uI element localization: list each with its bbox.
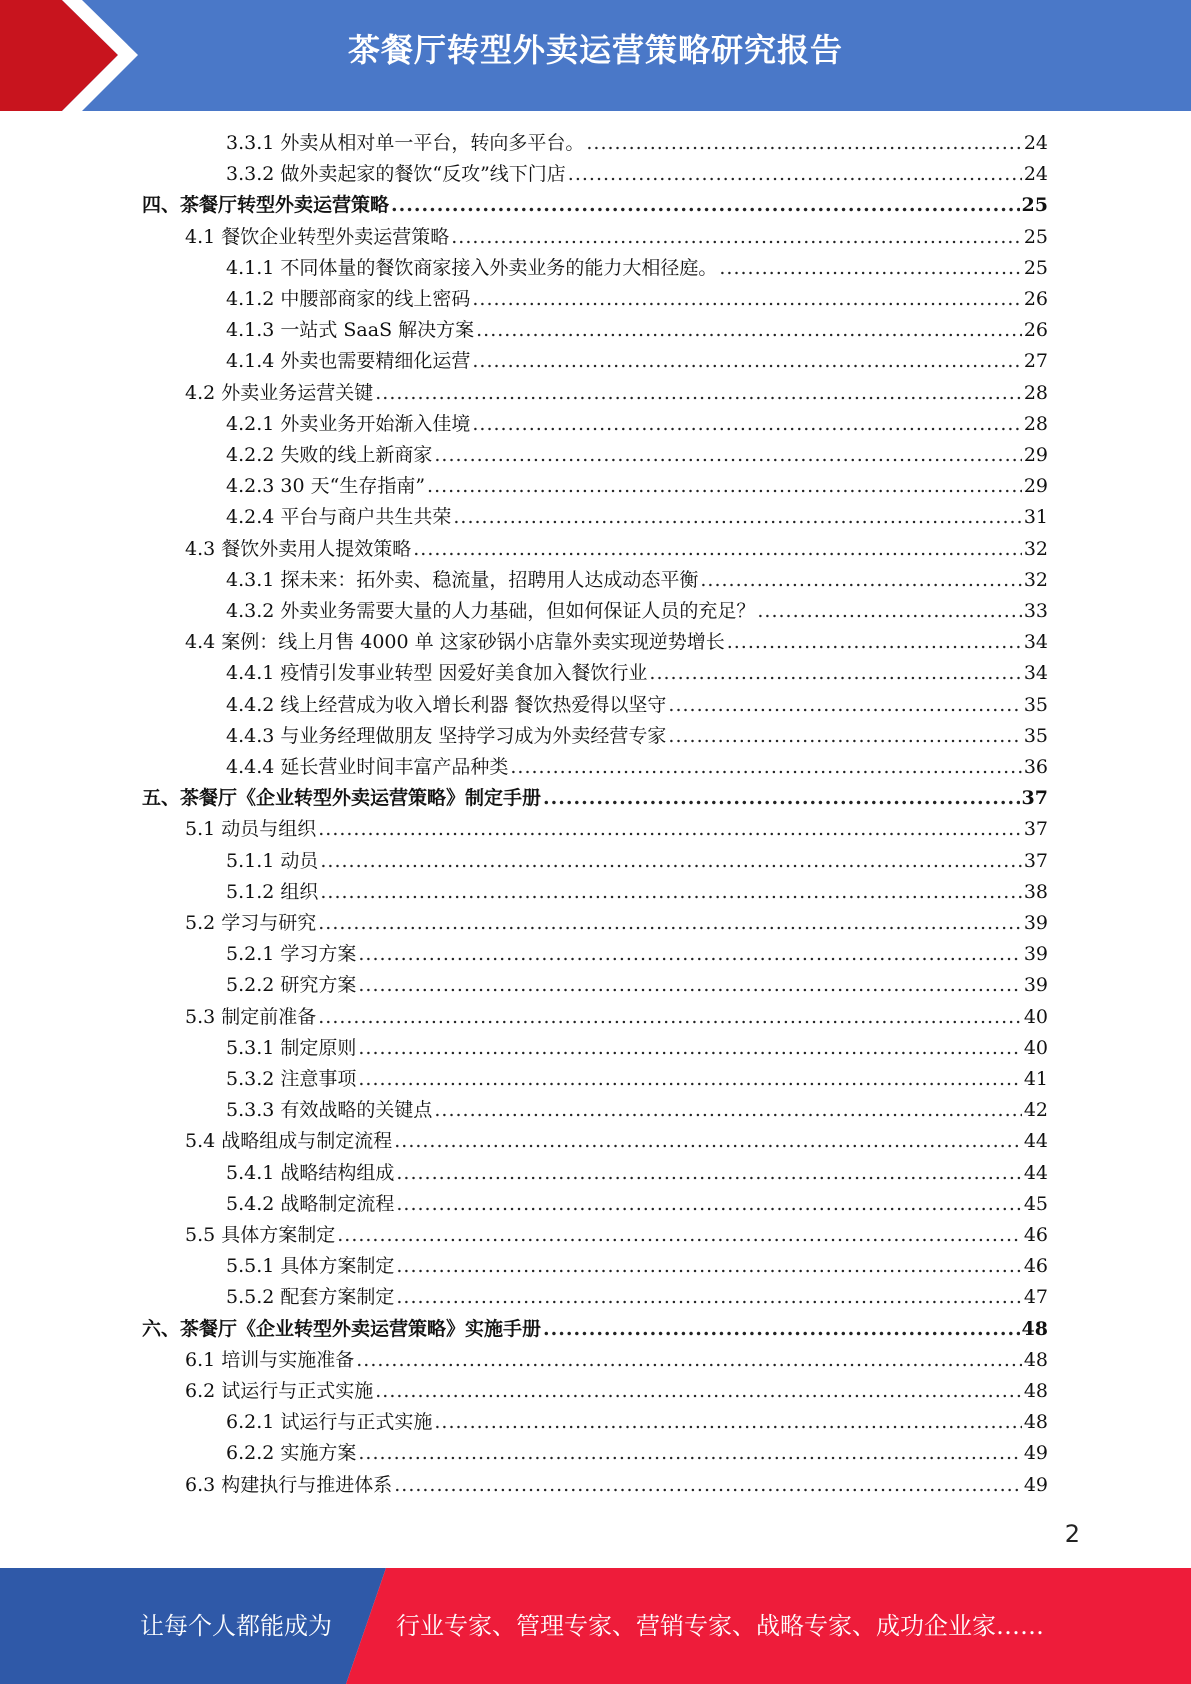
toc-entry-page: 39 <box>1023 974 1048 997</box>
toc-dot-leader <box>719 253 1021 284</box>
toc-entry[interactable] <box>226 1251 1048 1282</box>
toc-entry[interactable] <box>185 1002 1048 1033</box>
toc-entry-number: 4.3 <box>185 537 216 560</box>
toc-entry-page: 25 <box>1023 225 1048 248</box>
toc-entry-number: 6.1 <box>185 1348 216 1371</box>
toc-entry-title: 培训与实施准备 <box>221 1348 355 1371</box>
toc-entry-number: 6.2 <box>185 1380 216 1402</box>
toc-entry-title: 制定前准备 <box>221 1005 317 1028</box>
toc-entry-page: 28 <box>1023 381 1048 404</box>
toc-entry-page: 47 <box>1023 1286 1048 1309</box>
toc-entry-number: 4.1.4 <box>226 350 275 373</box>
toc-entry-title: 四、茶餐厅转型外卖运营策略 <box>142 194 390 217</box>
toc-entry-page: 48 <box>1023 1380 1048 1402</box>
toc-entry[interactable] <box>226 1095 1048 1126</box>
toc-entry-number: 5.4.1 <box>226 1161 275 1184</box>
toc-entry-title: 战略结构组成 <box>280 1161 395 1184</box>
toc-entry-title: 注意事项 <box>280 1068 357 1090</box>
toc-entry[interactable] <box>185 378 1048 409</box>
toc-entry[interactable] <box>185 627 1048 658</box>
toc-entry-page: 24 <box>1023 163 1048 186</box>
toc-dot-leader <box>472 409 1021 440</box>
toc-entry-page: 29 <box>1023 444 1048 466</box>
toc-entry-number: 5.1.2 <box>226 880 275 903</box>
toc-entry-number: 6.2.2 <box>226 1442 275 1465</box>
toc-entry[interactable] <box>226 1407 1048 1438</box>
toc-entry-page: 26 <box>1023 319 1048 342</box>
toc-entry-number: 5.5.2 <box>226 1286 275 1309</box>
toc-dot-leader <box>757 596 1021 627</box>
toc-entry-number: 5.1.1 <box>226 849 275 872</box>
toc-entry-page: 25 <box>1023 256 1048 279</box>
toc-entry-page: 32 <box>1023 568 1048 591</box>
toc-dot-leader <box>394 1470 1022 1501</box>
toc-entry-number: 5.5 <box>185 1224 216 1246</box>
toc-dot-leader <box>396 1251 1021 1282</box>
toc-entry-number: 5.3.1 <box>226 1036 275 1059</box>
toc-entry[interactable] <box>226 1033 1048 1064</box>
toc-entry[interactable] <box>226 346 1048 377</box>
toc-dot-leader <box>394 1126 1022 1157</box>
toc-entry-title: 餐饮外卖用人提效策略 <box>221 537 412 560</box>
toc-entry[interactable] <box>226 721 1048 752</box>
toc-entry-number: 5.3.3 <box>226 1099 275 1122</box>
toc-entry-title: 案例：线上月售 4000 单 这家砂锅小店靠外卖实现逆势增长 <box>221 631 725 654</box>
toc-entry[interactable] <box>226 409 1048 440</box>
page-number: 2 <box>1064 1520 1080 1548</box>
toc-dot-leader <box>318 1002 1022 1033</box>
toc-entry-title: 6.2.1 试运行与正式实施 <box>226 1411 433 1434</box>
toc-entry-title: 外卖从相对单一平台，转向多平台。 <box>280 132 585 154</box>
toc-dot-leader <box>727 627 1022 658</box>
toc-dot-leader <box>358 1064 1021 1095</box>
toc-entry-title: 实施方案 <box>280 1442 357 1465</box>
toc-entry[interactable] <box>185 534 1048 565</box>
toc-entry[interactable] <box>226 1282 1048 1313</box>
toc-entry-title: 研究方案 <box>280 974 357 997</box>
toc-dot-leader <box>472 284 1021 315</box>
toc-entry[interactable] <box>226 284 1048 315</box>
toc-entry[interactable] <box>226 159 1048 190</box>
toc-entry-title: 具体方案制定 <box>280 1255 395 1278</box>
toc-dot-leader <box>649 658 1021 689</box>
toc-dot-leader <box>451 222 1022 253</box>
toc-dot-leader <box>396 1158 1021 1189</box>
toc-entry-page: 24 <box>1023 132 1048 154</box>
toc-entry-page: 37 <box>1023 849 1048 872</box>
toc-entry[interactable] <box>226 315 1048 346</box>
toc-entry[interactable] <box>226 502 1048 533</box>
toc-entry-page: 49 <box>1023 1473 1048 1496</box>
toc-entry-number: 5.2.1 <box>226 943 275 966</box>
footer-slogan-right: 行业专家、管理专家、营销专家、战略专家、成功企业家…… <box>396 1612 1044 1640</box>
toc-dot-leader <box>318 814 1022 845</box>
toc-entry-title: 与业务经理做朋友 坚持学习成为外卖经营专家 <box>280 724 667 747</box>
toc-entry-title: 疫情引发事业转型 因爱好美食加入餐饮行业 <box>280 662 648 685</box>
toc-entry-number: 4.4.3 <box>226 724 275 747</box>
toc-entry-number: 4.4.2 <box>226 693 275 716</box>
toc-entry[interactable] <box>185 814 1048 845</box>
toc-dot-leader <box>668 721 1021 752</box>
toc-entry-number: 4.4 <box>185 631 216 654</box>
toc-entry-number: 4.2 <box>185 381 216 404</box>
toc-entry-title: 具体方案制定 <box>221 1224 336 1246</box>
toc-entry[interactable] <box>226 970 1048 1001</box>
toc-entry-number: 5.4 <box>185 1130 216 1153</box>
toc-dot-leader <box>453 502 1021 533</box>
toc-entry-page: 39 <box>1023 912 1048 934</box>
toc-dot-leader <box>586 128 1021 159</box>
toc-entry-title: 线上经营成为收入增长利器 餐饮热爱得以坚守 <box>280 693 667 716</box>
toc-entry-number: 5.5.1 <box>226 1255 275 1278</box>
toc-entry-page: 49 <box>1023 1442 1048 1465</box>
toc-entry-page: 44 <box>1023 1130 1048 1153</box>
toc-entry-number: 4.1 <box>185 225 216 248</box>
toc-entry-number: 4.1.1 <box>226 256 275 279</box>
toc-entry-page: 44 <box>1023 1161 1048 1184</box>
toc-entry[interactable] <box>226 253 1048 284</box>
toc-entry-page: 42 <box>1023 1099 1048 1122</box>
toc-entry[interactable] <box>226 939 1048 970</box>
toc-entry-number: 4.3.1 <box>226 568 275 591</box>
toc-entry[interactable] <box>226 1064 1048 1095</box>
toc-entry-page: 33 <box>1023 600 1048 622</box>
toc-entry-page: 36 <box>1023 756 1048 778</box>
toc-entry-number: 4.2.1 <box>226 412 275 435</box>
toc-entry[interactable] <box>142 783 1048 814</box>
toc-entry[interactable] <box>185 1376 1048 1407</box>
toc-entry-title: 一站式 SaaS 解决方案 <box>280 319 475 342</box>
toc-entry-number: 4.4.4 <box>226 756 275 778</box>
toc-entry-title: 失败的线上新商家 <box>280 444 433 466</box>
toc-dot-leader <box>358 1438 1021 1469</box>
toc-dot-leader <box>337 1220 1022 1251</box>
toc-entry-number: 4.4.1 <box>226 662 275 685</box>
toc-dot-leader <box>413 534 1022 565</box>
toc-dot-leader <box>320 846 1021 877</box>
toc-entry[interactable] <box>226 1438 1048 1469</box>
toc-entry[interactable] <box>226 1158 1048 1189</box>
toc-entry[interactable] <box>226 658 1048 689</box>
toc-dot-leader <box>358 1033 1021 1064</box>
toc-dot-leader <box>396 1282 1021 1313</box>
document-title: 茶餐厅转型外卖运营策略研究报告 <box>347 31 843 69</box>
page-header <box>0 0 1191 111</box>
toc-entry[interactable] <box>226 877 1048 908</box>
toc-entry-page: 37 <box>1021 787 1048 810</box>
toc-entry-title: 学习方案 <box>280 943 357 966</box>
toc-entry-number: 5.1 <box>185 818 216 841</box>
toc-dot-leader <box>375 1376 1022 1407</box>
toc-dot-leader <box>434 1407 1021 1438</box>
toc-dot-leader <box>356 1345 1022 1376</box>
toc-entry-title: 战略制定流程 <box>280 1192 395 1215</box>
toc-entry-page: 48 <box>1023 1348 1048 1371</box>
toc-entry-page: 25 <box>1021 194 1048 217</box>
toc-entry[interactable] <box>226 128 1048 159</box>
toc-dot-leader <box>427 471 1022 502</box>
page-footer <box>0 1568 1191 1684</box>
toc-dot-leader <box>391 190 1020 221</box>
toc-dot-leader <box>320 877 1021 908</box>
toc-entry-page: 39 <box>1023 943 1048 966</box>
toc-entry-title: 动员 <box>280 849 319 872</box>
toc-entry-title: 探未来：拓外卖、稳流量，招聘用人达成动态平衡 <box>280 568 699 591</box>
toc-entry-page: 45 <box>1023 1192 1048 1215</box>
toc-entry-title: 构建执行与推进体系 <box>221 1473 393 1496</box>
toc-entry-number: 5.3.2 <box>226 1068 275 1090</box>
toc-entry[interactable] <box>226 440 1048 471</box>
toc-dot-leader <box>543 1314 1020 1345</box>
toc-entry-number: 5.3 <box>185 1005 216 1028</box>
toc-entry-page: 34 <box>1023 631 1048 654</box>
toc-dot-leader <box>358 970 1021 1001</box>
toc-entry[interactable] <box>185 1220 1048 1251</box>
toc-entry-page: 40 <box>1023 1036 1048 1059</box>
toc-entry-number: 4.1.2 <box>226 288 275 310</box>
toc-entry-page: 32 <box>1023 537 1048 560</box>
toc-entry-number: 5.2.2 <box>226 974 275 997</box>
toc-entry[interactable] <box>226 471 1048 502</box>
toc-entry-page: 48 <box>1021 1317 1048 1340</box>
toc-dot-leader <box>396 1189 1021 1220</box>
toc-entry-page: 48 <box>1023 1411 1048 1434</box>
toc-entry-title: 试运行与正式实施 <box>221 1380 374 1402</box>
toc-entry-title: 平台与商户共生共荣 <box>280 506 452 529</box>
toc-entry-page: 46 <box>1023 1255 1048 1278</box>
toc-entry-number: 4.1.3 <box>226 319 275 342</box>
toc-entry-page: 27 <box>1023 350 1048 373</box>
toc-dot-leader <box>434 440 1021 471</box>
toc-entry-title: 外卖业务开始渐入佳境 <box>280 412 471 435</box>
toc-entry-title: 组织 <box>280 880 319 903</box>
toc-dot-leader <box>358 939 1021 970</box>
toc-dot-leader <box>318 908 1022 939</box>
toc-entry-page: 26 <box>1023 288 1048 310</box>
toc-entry-number: 6.3 <box>185 1473 216 1496</box>
toc-entry-title: 延长营业时间丰富产品种类 <box>280 756 509 778</box>
toc-entry-title: 外卖业务需要大量的人力基础，但如何保证人员的充足？ <box>280 600 756 622</box>
toc-entry-title: 战略组成与制定流程 <box>221 1130 393 1153</box>
toc-entry-number: 4.2.2 <box>226 444 275 466</box>
toc-entry[interactable] <box>185 908 1048 939</box>
toc-entry[interactable] <box>142 190 1048 221</box>
toc-entry-title: 有效战略的关键点 <box>280 1099 433 1122</box>
toc-entry-title: 五、茶餐厅《企业转型外卖运营策略》制定手册 <box>142 787 542 810</box>
toc-dot-leader <box>668 690 1021 721</box>
toc-entry-title: 外卖业务运营关键 <box>221 381 374 404</box>
toc-entry-title: 4.2.3 30 天“生存指南” <box>226 475 426 498</box>
toc-entry[interactable] <box>185 1470 1048 1501</box>
toc-entry-page: 34 <box>1023 662 1048 685</box>
toc-entry-page: 28 <box>1023 412 1048 435</box>
toc-entry-title: 不同体量的餐饮商家接入外卖业务的能力大相径庭。 <box>280 256 718 279</box>
toc-dot-leader <box>375 378 1022 409</box>
toc-entry-page: 38 <box>1023 880 1048 903</box>
toc-entry[interactable] <box>185 222 1048 253</box>
toc-entry[interactable] <box>226 1189 1048 1220</box>
toc-entry[interactable] <box>142 1314 1048 1345</box>
toc-entry[interactable] <box>226 752 1048 783</box>
toc-dot-leader <box>476 315 1022 346</box>
toc-entry-page: 37 <box>1023 818 1048 841</box>
toc-entry-number: 4.3.2 <box>226 600 275 622</box>
toc-dot-leader <box>472 346 1021 377</box>
toc-entry-number: 5.2 <box>185 912 216 934</box>
toc-entry-title: 学习与研究 <box>221 912 317 934</box>
footer-slogan-left: 让每个人都能成为 <box>140 1612 332 1640</box>
toc-entry-title: 外卖也需要精细化运营 <box>280 350 471 373</box>
toc-entry[interactable] <box>226 565 1048 596</box>
toc-dot-leader <box>543 783 1020 814</box>
toc-dot-leader <box>510 752 1021 783</box>
toc-entry-title: 制定原则 <box>280 1036 357 1059</box>
toc-entry-title: 做外卖起家的餐饮“反攻”线下门店 <box>280 163 566 186</box>
toc-entry-title: 中腰部商家的线上密码 <box>280 288 471 310</box>
toc-entry-page: 41 <box>1023 1068 1048 1090</box>
toc-entry-page: 29 <box>1023 475 1048 498</box>
toc-dot-leader <box>568 159 1022 190</box>
toc-entry-number: 3.3.2 <box>226 163 275 186</box>
toc-entry-page: 31 <box>1023 506 1048 529</box>
toc-entry-page: 40 <box>1023 1005 1048 1028</box>
toc-entry-page: 35 <box>1023 724 1048 747</box>
toc-entry-title: 配套方案制定 <box>280 1286 395 1309</box>
toc-entry-title: 餐饮企业转型外卖运营策略 <box>221 225 450 248</box>
toc-entry-title: 六、茶餐厅《企业转型外卖运营策略》实施手册 <box>142 1317 542 1340</box>
toc-entry[interactable] <box>226 846 1048 877</box>
toc-entry-page: 46 <box>1023 1224 1048 1246</box>
toc-entry[interactable] <box>185 1345 1048 1376</box>
toc-entry-number: 4.2.4 <box>226 506 275 529</box>
toc-entry-page: 35 <box>1023 693 1048 716</box>
toc-entry-title: 动员与组织 <box>221 818 317 841</box>
toc-entry[interactable] <box>226 596 1048 627</box>
toc-entry[interactable] <box>226 690 1048 721</box>
toc-dot-leader <box>700 565 1021 596</box>
toc-entry-number: 3.3.1 <box>226 132 275 154</box>
toc-entry[interactable] <box>185 1126 1048 1157</box>
toc-dot-leader <box>434 1095 1021 1126</box>
toc-entry-number: 5.4.2 <box>226 1192 275 1215</box>
